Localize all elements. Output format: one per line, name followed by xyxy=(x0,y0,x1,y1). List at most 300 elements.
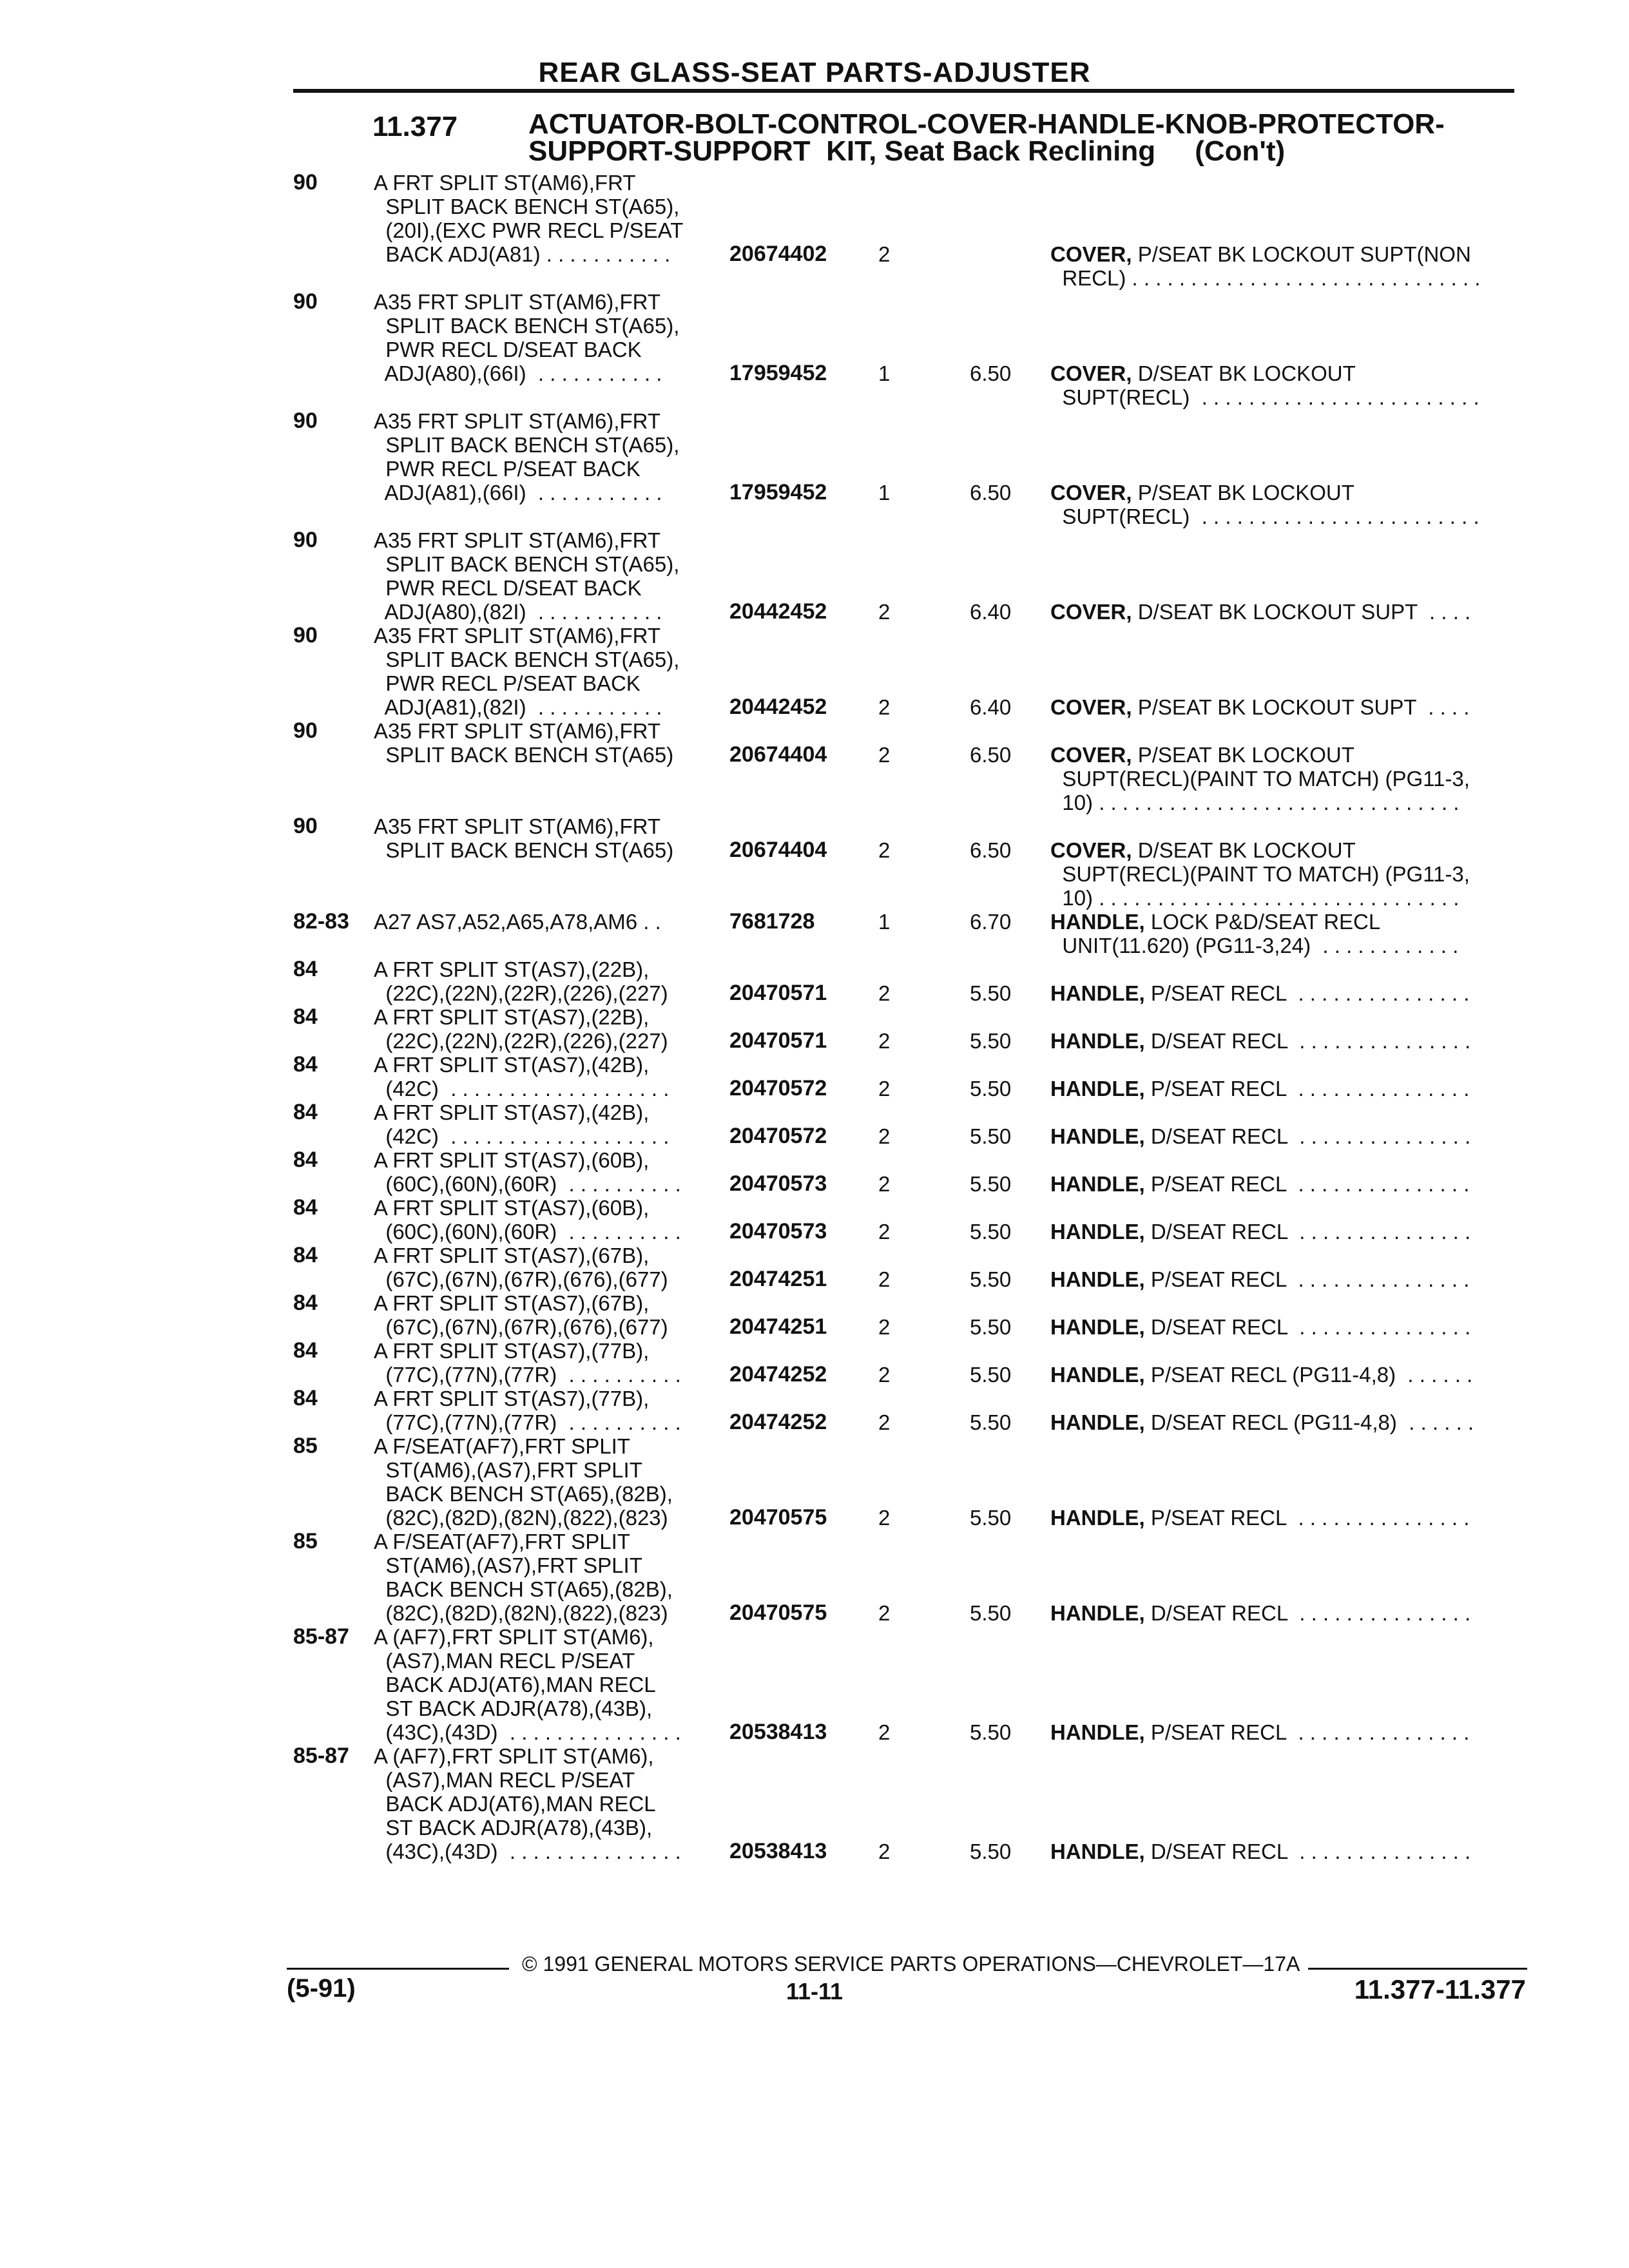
part-name-keyword: COVER, xyxy=(1050,743,1132,767)
quantity: 2 xyxy=(878,1267,891,1291)
part-name-keyword: HANDLE, xyxy=(1050,1172,1145,1196)
quantity: 2 xyxy=(878,1124,891,1148)
price: 5.50 xyxy=(970,1410,1012,1434)
part-name-line xyxy=(1050,838,1470,862)
part-name xyxy=(1050,695,1469,719)
part-name-line: RECL) . . . . . . . . . . . . . . . . . . . . . . . . . . . . . . xyxy=(1050,266,1481,290)
usage-description xyxy=(374,1339,681,1387)
part-name-keyword: HANDLE, xyxy=(1050,1077,1145,1100)
usage-description xyxy=(374,1434,673,1530)
price: 6.50 xyxy=(970,743,1012,767)
part-name-line xyxy=(1050,1506,1469,1530)
quantity: 2 xyxy=(878,1220,891,1244)
figure-number: 82-83 xyxy=(293,909,349,934)
usage-description-line: SPLIT BACK BENCH ST(A65) xyxy=(374,838,674,862)
part-name-line: UNIT(11.620) (PG11-3,24) . . . . . . . . . . . . xyxy=(1050,934,1459,957)
part-name-keyword: HANDLE, xyxy=(1050,1601,1145,1625)
figure-number: 84 xyxy=(293,1338,318,1363)
figure-number: 85-87 xyxy=(293,1744,349,1768)
footer-rule-left xyxy=(287,1968,509,1970)
part-name xyxy=(1050,1124,1470,1148)
part-number: 20470572 xyxy=(729,1076,827,1100)
table-row xyxy=(0,624,1629,719)
price: 6.40 xyxy=(970,600,1012,624)
part-number: 20470571 xyxy=(729,1028,827,1053)
part-name-line xyxy=(1050,361,1480,385)
part-name-detail: D/SEAT RECL . . . . . . . . . . . . . . . xyxy=(1144,1840,1471,1863)
part-name xyxy=(1050,1267,1469,1291)
part-number: 20470573 xyxy=(729,1171,827,1196)
part-name-detail: P/SEAT RECL . . . . . . . . . . . . . . . xyxy=(1144,1720,1470,1744)
part-name-keyword: HANDLE, xyxy=(1050,1124,1145,1148)
page-header-title: REAR GLASS-SEAT PARTS-ADJUSTER xyxy=(538,57,1091,88)
part-name-keyword: HANDLE, xyxy=(1050,1029,1145,1053)
usage-description xyxy=(374,957,668,1005)
part-name-line xyxy=(1050,743,1470,767)
part-number: 20538413 xyxy=(729,1720,827,1744)
part-name xyxy=(1050,361,1480,409)
price: 5.50 xyxy=(970,1029,1012,1053)
usage-description-line: A35 FRT SPLIT ST(AM6),FRT xyxy=(374,814,661,838)
usage-description-line: A FRT SPLIT ST(AS7),(77B), xyxy=(374,1339,650,1363)
part-name-keyword: HANDLE, xyxy=(1050,1410,1145,1434)
usage-description-line: A35 FRT SPLIT ST(AM6),FRT xyxy=(374,290,661,314)
usage-description xyxy=(374,1625,681,1744)
usage-description xyxy=(374,624,679,719)
quantity: 2 xyxy=(878,838,891,862)
part-name xyxy=(1050,1410,1474,1434)
quantity: 1 xyxy=(878,481,891,505)
part-name-keyword: COVER, xyxy=(1050,838,1132,862)
quantity: 2 xyxy=(878,242,891,266)
part-name-line xyxy=(1050,1601,1470,1625)
usage-description-line: A35 FRT SPLIT ST(AM6),FRT xyxy=(374,409,661,433)
footer-rule-right xyxy=(1308,1968,1527,1970)
part-name xyxy=(1050,1506,1469,1530)
part-name-line xyxy=(1050,481,1480,505)
part-number: 20470575 xyxy=(729,1505,827,1530)
price: 5.50 xyxy=(970,1601,1012,1625)
part-name xyxy=(1050,1601,1470,1625)
part-name-detail: D/SEAT BK LOCKOUT xyxy=(1132,361,1356,385)
part-name-detail: P/SEAT RECL . . . . . . . . . . . . . . . xyxy=(1144,981,1470,1005)
part-name-detail: P/SEAT RECL . . . . . . . . . . . . . . . xyxy=(1144,1172,1470,1196)
usage-description-line: PWR RECL P/SEAT BACK xyxy=(374,457,641,481)
section-title-line-1: ACTUATOR-BOLT-CONTROL-COVER-HANDLE-KNOB-PROTECTOR- xyxy=(528,108,1445,140)
figure-number: 90 xyxy=(293,623,318,648)
part-name-detail: P/SEAT BK LOCKOUT SUPT(NON xyxy=(1132,242,1471,266)
part-name-line: 10) . . . . . . . . . . . . . . . . . . . . . . . . . . . . . . . xyxy=(1050,886,1460,910)
table-row xyxy=(0,1744,1629,1863)
part-name-line: SUPT(RECL)(PAINT TO MATCH) (PG11-3, xyxy=(1050,862,1470,886)
part-name-line xyxy=(1050,1840,1470,1863)
part-name-line xyxy=(1050,242,1480,266)
footer-date-code: (5-91) xyxy=(287,1974,356,2003)
part-name-line: SUPT(RECL) . . . . . . . . . . . . . . . . . . . . . . . . xyxy=(1050,385,1480,409)
part-name-line xyxy=(1050,1410,1474,1434)
table-row xyxy=(0,408,1629,528)
part-name-detail: D/SEAT BK LOCKOUT xyxy=(1132,838,1356,862)
quantity: 2 xyxy=(878,981,891,1005)
part-name-detail: D/SEAT RECL . . . . . . . . . . . . . . . xyxy=(1144,1601,1471,1625)
figure-number: 84 xyxy=(293,1052,318,1077)
quantity: 2 xyxy=(878,1315,891,1339)
table-row xyxy=(0,1053,1629,1100)
part-name-line xyxy=(1050,600,1470,624)
figure-number: 84 xyxy=(293,1148,318,1172)
part-name-keyword: HANDLE, xyxy=(1050,1363,1145,1387)
part-name-line xyxy=(1050,1267,1469,1291)
usage-description xyxy=(374,814,673,862)
usage-description-line: A35 FRT SPLIT ST(AM6),FRT xyxy=(374,719,661,743)
part-number: 20474252 xyxy=(729,1410,827,1434)
part-number: 20470573 xyxy=(729,1219,827,1244)
figure-number: 84 xyxy=(293,957,318,981)
part-number: 17959452 xyxy=(729,361,827,385)
usage-description xyxy=(374,719,673,767)
price: 5.50 xyxy=(970,981,1012,1005)
figure-number: 84 xyxy=(293,1004,318,1029)
figure-number: 84 xyxy=(293,1291,318,1315)
table-row xyxy=(0,1100,1629,1148)
part-name-detail: P/SEAT RECL (PG11-4,8) . . . . . . xyxy=(1144,1363,1473,1387)
part-name-line xyxy=(1050,1315,1470,1339)
part-name-keyword: HANDLE, xyxy=(1050,1720,1145,1744)
usage-description xyxy=(374,1530,673,1625)
part-name xyxy=(1050,1363,1472,1387)
usage-description-line: PWR RECL D/SEAT BACK xyxy=(374,576,642,600)
table-row xyxy=(0,910,1629,957)
usage-description-line: ADJ(A80),(82I) . . . . . . . . . . . xyxy=(374,600,662,624)
part-name xyxy=(1050,600,1470,624)
part-number: 20538413 xyxy=(729,1839,827,1863)
quantity: 2 xyxy=(878,1363,891,1387)
usage-description-line: A FRT SPLIT ST(AS7),(42B), xyxy=(374,1053,650,1077)
section-title-line-2: SUPPORT-SUPPORT KIT, Seat Back Reclining (Con't) xyxy=(528,135,1286,167)
part-name-line xyxy=(1050,1172,1469,1196)
header-rule xyxy=(293,89,1514,93)
part-name-keyword: COVER, xyxy=(1050,481,1132,505)
quantity: 1 xyxy=(878,910,891,934)
usage-description-line: SPLIT BACK BENCH ST(A65), xyxy=(374,433,680,457)
usage-description xyxy=(374,409,679,505)
usage-description-line: A (AF7),FRT SPLIT ST(AM6), xyxy=(374,1744,654,1768)
usage-description-line: A35 FRT SPLIT ST(AM6),FRT xyxy=(374,624,661,648)
usage-description-line: (77C),(77N),(77R) . . . . . . . . . . xyxy=(374,1410,681,1434)
usage-description-line: (22C),(22N),(22R),(226),(227) xyxy=(374,981,668,1005)
usage-description xyxy=(374,171,683,266)
part-name-detail: P/SEAT BK LOCKOUT SUPT . . . . xyxy=(1132,695,1470,719)
price: 6.50 xyxy=(970,361,1012,385)
usage-description-line: SPLIT BACK BENCH ST(A65) xyxy=(374,743,674,767)
part-name xyxy=(1050,1720,1469,1744)
part-name-detail: P/SEAT RECL . . . . . . . . . . . . . . . xyxy=(1144,1267,1470,1291)
usage-description-line: SPLIT BACK BENCH ST(A65), xyxy=(374,314,680,338)
usage-description-line: SPLIT BACK BENCH ST(A65), xyxy=(374,552,680,576)
figure-number: 84 xyxy=(293,1195,318,1220)
part-number: 20442452 xyxy=(729,599,827,624)
part-name-keyword: COVER, xyxy=(1050,361,1132,385)
part-name xyxy=(1050,1220,1470,1244)
usage-description xyxy=(374,1744,681,1863)
figure-number: 90 xyxy=(293,408,318,433)
part-number: 20674402 xyxy=(729,242,827,266)
part-name xyxy=(1050,481,1480,528)
usage-description-line: A (AF7),FRT SPLIT ST(AM6), xyxy=(374,1625,654,1649)
usage-description-line: SPLIT BACK BENCH ST(A65), xyxy=(374,195,680,218)
price: 5.50 xyxy=(970,1220,1012,1244)
usage-description-line: ST BACK ADJR(A78),(43B), xyxy=(374,1816,653,1840)
part-name-line xyxy=(1050,1720,1469,1744)
part-name-keyword: HANDLE, xyxy=(1050,1506,1145,1530)
part-name-detail: P/SEAT BK LOCKOUT xyxy=(1132,743,1354,767)
usage-description-line: (77C),(77N),(77R) . . . . . . . . . . xyxy=(374,1363,681,1387)
usage-description xyxy=(374,290,679,385)
usage-description-line: BACK ADJ(A81) . . . . . . . . . . . xyxy=(374,242,671,266)
usage-description xyxy=(374,1005,668,1053)
part-name-detail: D/SEAT RECL (PG11-4,8) . . . . . . xyxy=(1144,1410,1474,1434)
part-name xyxy=(1050,981,1469,1005)
part-name xyxy=(1050,1172,1469,1196)
part-number: 20474251 xyxy=(729,1267,827,1291)
price: 5.50 xyxy=(970,1315,1012,1339)
part-name xyxy=(1050,1840,1470,1863)
usage-description-line: A FRT SPLIT ST(AM6),FRT xyxy=(374,171,636,195)
quantity: 2 xyxy=(878,1840,891,1863)
part-number: 20442452 xyxy=(729,695,827,719)
part-name xyxy=(1050,743,1470,814)
quantity: 2 xyxy=(878,1506,891,1530)
part-name-line: SUPT(RECL) . . . . . . . . . . . . . . . . . . . . . . . . xyxy=(1050,505,1480,528)
figure-number: 85 xyxy=(293,1434,318,1458)
part-name xyxy=(1050,910,1458,957)
part-name-keyword: HANDLE, xyxy=(1050,1267,1145,1291)
usage-description-line: SPLIT BACK BENCH ST(A65), xyxy=(374,648,680,671)
figure-number: 90 xyxy=(293,289,318,314)
table-row xyxy=(0,1291,1629,1339)
figure-number: 90 xyxy=(293,170,318,195)
part-name-line: SUPT(RECL)(PAINT TO MATCH) (PG11-3, xyxy=(1050,767,1470,791)
price: 5.50 xyxy=(970,1506,1012,1530)
table-row xyxy=(0,718,1629,814)
price: 5.50 xyxy=(970,1720,1012,1744)
usage-description-line: (67C),(67N),(67R),(676),(677) xyxy=(374,1315,668,1339)
usage-description-line: A FRT SPLIT ST(AS7),(22B), xyxy=(374,957,650,981)
part-name-keyword: HANDLE, xyxy=(1050,981,1145,1005)
usage-description xyxy=(374,1291,668,1339)
usage-description-line: (AS7),MAN RECL P/SEAT xyxy=(374,1768,635,1792)
table-row xyxy=(0,1339,1629,1387)
part-name-detail: P/SEAT RECL . . . . . . . . . . . . . . . xyxy=(1144,1077,1470,1100)
usage-description-line: A FRT SPLIT ST(AS7),(77B), xyxy=(374,1387,650,1410)
part-name-detail: P/SEAT RECL . . . . . . . . . . . . . . . xyxy=(1144,1506,1470,1530)
usage-description-line: PWR RECL P/SEAT BACK xyxy=(374,671,641,695)
price: 5.50 xyxy=(970,1077,1012,1100)
part-name-detail: D/SEAT BK LOCKOUT SUPT . . . . xyxy=(1132,600,1471,624)
usage-description-line: (67C),(67N),(67R),(676),(677) xyxy=(374,1267,668,1291)
part-name-keyword: HANDLE, xyxy=(1050,1220,1145,1244)
part-name-line xyxy=(1050,1029,1470,1053)
usage-description-line: BACK BENCH ST(A65),(82B), xyxy=(374,1482,673,1506)
usage-description-line: (43C),(43D) . . . . . . . . . . . . . . . xyxy=(374,1720,681,1744)
part-name-line xyxy=(1050,1077,1469,1100)
part-name-line xyxy=(1050,695,1469,719)
price: 5.50 xyxy=(970,1172,1012,1196)
quantity: 2 xyxy=(878,743,891,767)
price: 6.40 xyxy=(970,695,1012,719)
part-name-detail: D/SEAT RECL . . . . . . . . . . . . . . . xyxy=(1144,1315,1471,1339)
quantity: 2 xyxy=(878,695,891,719)
quantity: 2 xyxy=(878,1720,891,1744)
usage-description-line: A FRT SPLIT ST(AS7),(60B), xyxy=(374,1196,650,1220)
figure-number: 84 xyxy=(293,1243,318,1267)
part-number: 20470571 xyxy=(729,981,827,1005)
part-name xyxy=(1050,242,1480,290)
usage-description xyxy=(374,1100,669,1148)
part-name xyxy=(1050,1315,1470,1339)
figure-number: 90 xyxy=(293,528,318,552)
usage-description-line: ADJ(A81),(66I) . . . . . . . . . . . xyxy=(374,481,662,505)
quantity: 1 xyxy=(878,361,891,385)
part-name-line xyxy=(1050,1124,1470,1148)
section-title xyxy=(528,108,1534,167)
price: 5.50 xyxy=(970,1124,1012,1148)
part-name-line xyxy=(1050,981,1469,1005)
usage-description-line: A27 AS7,A52,A65,A78,AM6 . . xyxy=(374,910,661,934)
part-name-keyword: HANDLE, xyxy=(1050,910,1145,934)
part-number: 7681728 xyxy=(729,909,815,934)
usage-description-line: (20I),(EXC PWR RECL P/SEAT xyxy=(374,218,684,242)
part-name-line: 10) . . . . . . . . . . . . . . . . . . . . . . . . . . . . . . . xyxy=(1050,791,1460,814)
usage-description-line: A F/SEAT(AF7),FRT SPLIT xyxy=(374,1434,630,1458)
usage-description-line: (42C) . . . . . . . . . . . . . . . . . . . xyxy=(374,1124,670,1148)
table-row xyxy=(0,289,1629,409)
price: 6.50 xyxy=(970,838,1012,862)
usage-description-line: PWR RECL D/SEAT BACK xyxy=(374,338,642,361)
part-name xyxy=(1050,1029,1470,1053)
usage-description-line: A FRT SPLIT ST(AS7),(60B), xyxy=(374,1148,650,1172)
part-name-line xyxy=(1050,1220,1470,1244)
part-name xyxy=(1050,838,1470,910)
table-row xyxy=(0,1434,1629,1530)
quantity: 2 xyxy=(878,1601,891,1625)
figure-number: 85-87 xyxy=(293,1624,349,1649)
usage-description xyxy=(374,1053,669,1100)
part-name-keyword: COVER, xyxy=(1050,242,1132,266)
part-number: 20470572 xyxy=(729,1124,827,1148)
price: 5.50 xyxy=(970,1267,1012,1291)
quantity: 2 xyxy=(878,600,891,624)
usage-description-line: A FRT SPLIT ST(AS7),(42B), xyxy=(374,1100,650,1124)
quantity: 2 xyxy=(878,1172,891,1196)
part-name-detail: D/SEAT RECL . . . . . . . . . . . . . . . xyxy=(1144,1124,1471,1148)
part-number: 20474252 xyxy=(729,1362,827,1387)
table-row xyxy=(0,528,1629,624)
section-number: 11.377 xyxy=(372,111,458,142)
figure-number: 84 xyxy=(293,1386,318,1410)
usage-description xyxy=(374,528,679,624)
table-row xyxy=(0,1148,1629,1196)
usage-description-line: (43C),(43D) . . . . . . . . . . . . . . . xyxy=(374,1840,681,1863)
part-name-detail: D/SEAT RECL . . . . . . . . . . . . . . . xyxy=(1144,1029,1471,1053)
price: 5.50 xyxy=(970,1840,1012,1863)
part-name-line xyxy=(1050,1363,1472,1387)
quantity: 2 xyxy=(878,1077,891,1100)
part-name-detail: D/SEAT RECL . . . . . . . . . . . . . . . xyxy=(1144,1220,1471,1244)
usage-description-line: A FRT SPLIT ST(AS7),(67B), xyxy=(374,1244,650,1267)
usage-description-line: ST BACK ADJR(A78),(43B), xyxy=(374,1696,653,1720)
usage-description-line: ADJ(A80),(66I) . . . . . . . . . . . xyxy=(374,361,662,385)
part-name-keyword: HANDLE, xyxy=(1050,1840,1145,1863)
part-number: 20470575 xyxy=(729,1600,827,1625)
usage-description-line: A35 FRT SPLIT ST(AM6),FRT xyxy=(374,528,661,552)
usage-description xyxy=(374,910,661,934)
footer-copyright: © 1991 GENERAL MOTORS SERVICE PARTS OPERATIONS—CHEVROLET—17A xyxy=(522,1952,1300,1975)
usage-description-line: A FRT SPLIT ST(AS7),(22B), xyxy=(374,1005,650,1029)
usage-description xyxy=(374,1148,681,1196)
table-row xyxy=(0,1530,1629,1625)
price: 6.70 xyxy=(970,910,1012,934)
part-name-line xyxy=(1050,910,1458,934)
usage-description-line: A F/SEAT(AF7),FRT SPLIT xyxy=(374,1530,630,1553)
part-name-detail: LOCK P&D/SEAT RECL xyxy=(1144,910,1381,934)
footer-section-range: 11.377-11.377 xyxy=(1354,1974,1526,2004)
usage-description-line: ST(AM6),(AS7),FRT SPLIT xyxy=(374,1458,642,1482)
table-row xyxy=(0,1005,1629,1053)
price: 6.50 xyxy=(970,481,1012,505)
quantity: 2 xyxy=(878,1410,891,1434)
part-number: 20674404 xyxy=(729,838,827,862)
table-row xyxy=(0,170,1629,290)
part-number: 17959452 xyxy=(729,480,827,505)
table-row xyxy=(0,814,1629,910)
part-number: 20674404 xyxy=(729,742,827,767)
usage-description-line: BACK BENCH ST(A65),(82B), xyxy=(374,1577,673,1601)
usage-description xyxy=(374,1387,681,1434)
table-row xyxy=(0,1625,1629,1744)
usage-description-line: A FRT SPLIT ST(AS7),(67B), xyxy=(374,1291,650,1315)
table-row xyxy=(0,1387,1629,1434)
figure-number: 90 xyxy=(293,814,318,838)
quantity: 2 xyxy=(878,1029,891,1053)
usage-description-line: (AS7),MAN RECL P/SEAT xyxy=(374,1649,635,1673)
part-name-detail: P/SEAT BK LOCKOUT xyxy=(1132,481,1354,505)
usage-description-line: ST(AM6),(AS7),FRT SPLIT xyxy=(374,1553,642,1577)
table-row xyxy=(0,1244,1629,1291)
part-number: 20474251 xyxy=(729,1314,827,1339)
figure-number: 90 xyxy=(293,718,318,743)
usage-description-line: (60C),(60N),(60R) . . . . . . . . . . xyxy=(374,1172,681,1196)
part-name xyxy=(1050,1077,1469,1100)
price: 5.50 xyxy=(970,1363,1012,1387)
usage-description-line: BACK ADJ(AT6),MAN RECL xyxy=(374,1673,656,1696)
figure-number: 84 xyxy=(293,1100,318,1124)
part-name-keyword: COVER, xyxy=(1050,695,1132,719)
part-name-keyword: COVER, xyxy=(1050,600,1132,624)
usage-description-line: (42C) . . . . . . . . . . . . . . . . . . . xyxy=(374,1077,670,1100)
usage-description-line: ADJ(A81),(82I) . . . . . . . . . . . xyxy=(374,695,662,719)
footer-page-number: 11-11 xyxy=(786,1978,843,2004)
usage-description-line: (82C),(82D),(82N),(822),(823) xyxy=(374,1506,668,1530)
table-row xyxy=(0,1196,1629,1244)
usage-description xyxy=(374,1244,668,1291)
usage-description-line: (60C),(60N),(60R) . . . . . . . . . . xyxy=(374,1220,681,1244)
usage-description-line: (22C),(22N),(22R),(226),(227) xyxy=(374,1029,668,1053)
usage-description xyxy=(374,1196,681,1244)
figure-number: 85 xyxy=(293,1529,318,1553)
part-name-keyword: HANDLE, xyxy=(1050,1315,1145,1339)
usage-description-line: BACK ADJ(AT6),MAN RECL xyxy=(374,1792,656,1816)
